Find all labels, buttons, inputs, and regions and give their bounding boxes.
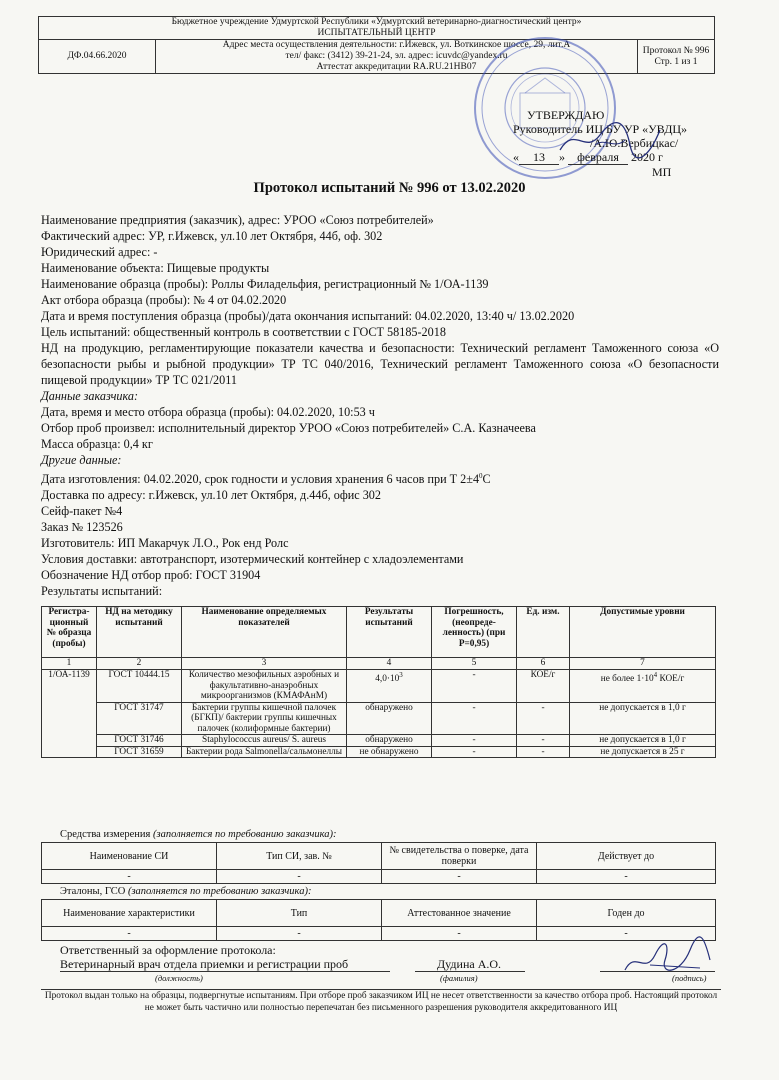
col-header: Погрешность, (неопреде-ленность) (при Р=0,95) bbox=[432, 607, 517, 658]
approval-date: « 13 » февраля 2020 г bbox=[513, 150, 663, 164]
header-address: Адрес места осуществления деятельности: г.Ижевск, ул. Воткинское шоссе, 29, лит.А тел/ факс: (3412) 39-21-24, эл. адрес: icuvdc@yandex.ru Аттестат аккредитации RA.RU.21HB07 bbox=[156, 40, 638, 74]
unit-cell: - bbox=[517, 735, 570, 747]
error-cell: - bbox=[432, 746, 517, 758]
table-row bbox=[42, 670, 716, 703]
si-cell: - bbox=[42, 870, 217, 884]
col-number: 4 bbox=[347, 658, 432, 670]
si-header: Тип СИ, зав. № bbox=[217, 843, 382, 870]
gso-cell: - bbox=[537, 927, 716, 941]
header-protocol: Протокол № 996 Стр. 1 из 1 bbox=[638, 40, 715, 74]
si-table bbox=[41, 842, 716, 884]
caption-sign: (подпись) bbox=[672, 973, 707, 983]
si-cell: - bbox=[217, 870, 382, 884]
col-header: НД на методику испытаний bbox=[97, 607, 182, 658]
col-number: 6 bbox=[517, 658, 570, 670]
responsible-heading: Ответственный за оформление протокола: bbox=[60, 943, 276, 957]
caption-surname: (фамилия) bbox=[440, 973, 478, 983]
sampling-act-line: Акт отбора образца (пробы): № 4 от 04.02.2020 bbox=[41, 293, 287, 307]
error-cell: - bbox=[432, 702, 517, 735]
customer-data-heading: Данные заказчика: bbox=[41, 389, 139, 403]
header-doc-code: ДФ.04.66.2020 bbox=[39, 40, 156, 74]
approval-name: /А.Ю.Вербицкас/ bbox=[590, 136, 679, 150]
table-row bbox=[42, 702, 716, 735]
indicator-cell: Staphylococcus aureus/ S. aureus bbox=[182, 735, 347, 747]
sample-name-line: Наименование образца (пробы): Роллы Филадельфия, регистрационный № 1/ОА-1139 bbox=[41, 277, 489, 291]
indicator-cell: Бактерии рода Salmonella/сальмонеллы bbox=[182, 746, 347, 758]
result-cell: не обнаружено bbox=[347, 746, 432, 758]
protocol-body bbox=[41, 212, 719, 599]
method-cell: ГОСТ 31746 bbox=[97, 735, 182, 747]
col-number: 3 bbox=[182, 658, 347, 670]
indicator-cell: Количество мезофильных аэробных и факультативно-анаэробных микроорганизмов (КМАФАнМ) bbox=[182, 670, 347, 703]
col-header: Ед. изм. bbox=[517, 607, 570, 658]
receipt-date-line: Дата и время поступления образца (пробы)/дата окончания испытаний: 04.02.2020, 13:40 ч/ 13.02.2020 bbox=[41, 309, 575, 323]
other-data-heading: Другие данные: bbox=[41, 453, 122, 467]
gso-header: Наименование характеристики bbox=[42, 900, 217, 927]
manufacturer-line: Изготовитель: ИП Макарчук Л.О., Рок енд Ролс bbox=[41, 536, 289, 551]
approval-mp: МП bbox=[652, 165, 672, 179]
si-header: Наименование СИ bbox=[42, 843, 217, 870]
limit-cell: не более $1\cdot 10^4$ КОЕ/г bbox=[570, 670, 716, 703]
results-table bbox=[41, 606, 716, 758]
nd-line: НД на продукцию, регламентирующие показатели качества и безопасности: Технический регламент Таможенного союза «О безопасности рыбы и рыбной продукции» ТР ТС 040/2016, Технический регламент Таможенного союза «О безопасности пищевой продукции» ТР ТС 021/2011 bbox=[41, 341, 719, 387]
position-line bbox=[60, 971, 390, 972]
si-header: № свидетельства о поверке, дата поверки bbox=[382, 843, 537, 870]
method-cell: ГОСТ 31659 bbox=[97, 746, 182, 758]
indicator-cell: Бактерии группы кишечной палочек (БГКП)/ бактерии группы кишечных палочек (колиформные бактерии) bbox=[182, 702, 347, 735]
delivery-conditions-line: Условия доставки: автотранспорт, изотермический контейнер с хладоэлементами bbox=[41, 552, 464, 567]
delivery-address-line: Доставка по адресу: г.Ижевск, ул.10 лет Октября, д.44б, офис 302 bbox=[41, 488, 381, 503]
col-number: 2 bbox=[97, 658, 182, 670]
responsible-signature-icon bbox=[615, 930, 715, 980]
gso-header: Аттестованное значение bbox=[382, 900, 537, 927]
caption-position: (должность) bbox=[155, 973, 203, 983]
col-header: Результаты испытаний bbox=[347, 607, 432, 658]
responsible-block bbox=[60, 943, 348, 971]
limit-cell: не допускается в 25 г bbox=[570, 746, 716, 758]
gso-label: Эталоны, ГСО (заполняется по требованию заказчика): bbox=[60, 886, 312, 897]
si-cell: - bbox=[537, 870, 716, 884]
footer-disclaimer: Протокол выдан только на образцы, подвергнутые испытаниям. При отборе проб заказчиком ИЦ не несет ответственности за качество отбора проб. Настоящий протокол не может быть частично или полностью перепечатан без письменного разрешения руководителя аккредитованного ИЦ bbox=[41, 989, 721, 1014]
order-line: Заказ № 123526 bbox=[41, 520, 123, 535]
header-org: Бюджетное учреждение Удмуртской Республики «Удмуртский ветеринарно-диагностический центр» ИСПЫТАТЕЛЬНЫЙ ЦЕНТР bbox=[39, 17, 715, 40]
col-number: 5 bbox=[432, 658, 517, 670]
method-cell: ГОСТ 31747 bbox=[97, 702, 182, 735]
si-label: Средства измерения (заполняется по требованию заказчика): bbox=[60, 829, 337, 840]
gso-cell: - bbox=[42, 927, 217, 941]
result-cell: $4,0\cdot 10^3$ bbox=[347, 670, 432, 703]
sampling-date-line: Дата, время и место отбора образца (пробы): 04.02.2020, 10:53 ч bbox=[41, 405, 375, 419]
limit-cell: не допускается в 1,0 г bbox=[570, 735, 716, 747]
sampling-nd-line: Обозначение НД отбор проб: ГОСТ 31904 bbox=[41, 568, 261, 583]
error-cell: - bbox=[432, 670, 517, 703]
reg-number-cell: 1/ОА-1139 bbox=[42, 670, 97, 758]
approval-role: Руководитель ИЦ БУ УР «УВДЦ» bbox=[513, 122, 688, 136]
gso-header: Годен до bbox=[537, 900, 716, 927]
table-row bbox=[42, 735, 716, 747]
col-header: Наименование определяемых показателей bbox=[182, 607, 347, 658]
legal-address-line: Юридический адрес: - bbox=[41, 245, 158, 259]
table-row bbox=[42, 746, 716, 758]
sampler-line: Отбор проб произвел: исполнительный директор УРОО «Союз потребителей» С.А. Казначеева bbox=[41, 421, 536, 435]
purpose-line: Цель испытаний: общественный контроль в соответствии с ГОСТ 58185-2018 bbox=[41, 325, 446, 339]
surname-line bbox=[415, 971, 525, 972]
result-cell: обнаружено bbox=[347, 735, 432, 747]
safe-pack-line: Сейф-пакет №4 bbox=[41, 504, 123, 519]
unit-cell: - bbox=[517, 702, 570, 735]
col-number: 1 bbox=[42, 658, 97, 670]
limit-cell: не допускается в 1,0 г bbox=[570, 702, 716, 735]
col-number: 7 bbox=[570, 658, 716, 670]
page-title: Протокол испытаний № 996 от 13.02.2020 bbox=[253, 180, 526, 196]
approval-title: УТВЕРЖДАЮ bbox=[527, 108, 605, 122]
unit-cell: КОЕ/г bbox=[517, 670, 570, 703]
gso-cell: - bbox=[217, 927, 382, 941]
si-cell: - bbox=[382, 870, 537, 884]
col-header: Допустимые уровни bbox=[570, 607, 716, 658]
gso-cell: - bbox=[382, 927, 537, 941]
si-header: Действует до bbox=[537, 843, 716, 870]
results-heading: Результаты испытаний: bbox=[41, 584, 163, 599]
sample-mass-line: Масса образца: 0,4 кг bbox=[41, 437, 153, 451]
director-signature-icon bbox=[555, 115, 665, 165]
responsible-name: Дудина А.О. bbox=[437, 957, 502, 971]
actual-address-line: Фактический адрес: УР, г.Ижевск, ул.10 лет Октября, 44б, оф. 302 bbox=[41, 229, 383, 243]
error-cell: - bbox=[432, 735, 517, 747]
method-cell: ГОСТ 10444.15 bbox=[97, 670, 182, 703]
object-line: Наименование объекта: Пищевые продукты bbox=[41, 261, 270, 275]
production-date-line: Дата изготовления: 04.02.2020, срок годности и условия хранения 6 часов при Т $2\pm 4^0С$ bbox=[41, 472, 491, 487]
unit-cell: - bbox=[517, 746, 570, 758]
col-header: Регистра-ционный № образца (пробы) bbox=[42, 607, 97, 658]
customer-line: Наименование предприятия (заказчик), адрес: УРОО «Союз потребителей» bbox=[41, 213, 434, 227]
responsible-position: Ветеринарный врач отдела приемки и регистрации проб bbox=[60, 957, 349, 971]
gso-header: Тип bbox=[217, 900, 382, 927]
result-cell: обнаружено bbox=[347, 702, 432, 735]
